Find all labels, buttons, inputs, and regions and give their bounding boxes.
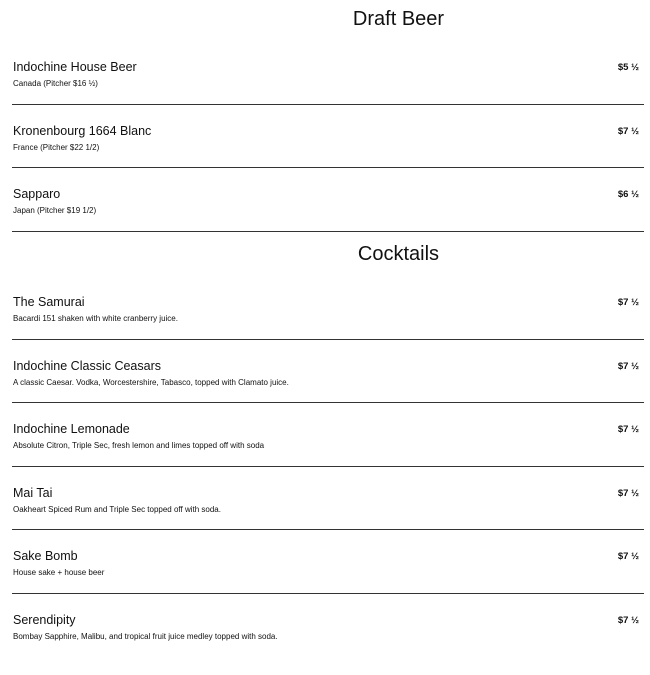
menu-item-kronenbourg-1664-blanc: [12, 124, 644, 186]
item-price: $5 ½: [617, 62, 639, 73]
item-name: Indochine Classic Ceasars: [13, 359, 161, 373]
cocktails-heading: Cocktails: [357, 243, 440, 265]
item-name: Indochine Lemonade: [13, 422, 130, 436]
divider: [12, 466, 644, 467]
item-name: The Samurai: [13, 295, 85, 309]
divider: [12, 529, 644, 530]
item-name: Serendipity: [13, 613, 76, 627]
item-price: $7 ½: [617, 126, 639, 137]
menu-item-sapparo: [12, 187, 644, 249]
item-description: Bombay Sapphire, Malibu, and tropical fruit juice medley topped with soda.: [13, 632, 278, 641]
item-description: Absolute Citron, Triple Sec, fresh lemon and limes topped off with soda: [13, 441, 265, 450]
item-name: Kronenbourg 1664 Blanc: [13, 124, 152, 138]
item-name: Mai Tai: [13, 486, 53, 500]
divider: [12, 167, 644, 168]
item-name: Sapparo: [13, 187, 61, 201]
item-price: $7 ½: [617, 424, 639, 435]
divider: [12, 593, 644, 594]
menu-item-indochine-classic-ceasars: [12, 359, 644, 421]
draft-beer-heading: Draft Beer: [352, 8, 445, 30]
item-price: $7 ½: [617, 361, 639, 372]
menu-item-the-samurai: [12, 295, 644, 357]
item-description: A classic Caesar. Vodka, Worcestershire, Tabasco, topped with Clamato juice.: [13, 378, 289, 387]
item-name: Indochine House Beer: [13, 60, 137, 74]
menu-item-indochine-house-beer: [12, 60, 644, 122]
menu-item-serendipity: [12, 613, 644, 675]
item-description: House sake + house beer: [13, 568, 105, 577]
divider: [12, 104, 644, 105]
item-price: $7 ½: [617, 488, 639, 499]
divider: [12, 339, 644, 340]
item-description: Japan (Pitcher $19 1/2): [13, 206, 97, 215]
item-description: Canada (Pitcher $16 ½): [13, 79, 98, 88]
item-price: $7 ½: [617, 615, 639, 626]
menu-item-indochine-lemonade: [12, 422, 644, 484]
item-description: Oakheart Spiced Rum and Triple Sec topped off with soda.: [13, 505, 221, 514]
menu-item-sake-bomb: [12, 549, 644, 611]
item-price: $6 ½: [617, 189, 639, 200]
divider: [12, 402, 644, 403]
item-name: Sake Bomb: [13, 549, 78, 563]
item-description: France (Pitcher $22 1/2): [13, 143, 100, 152]
item-description: Bacardi 151 shaken with white cranberry juice.: [13, 314, 178, 323]
item-price: $7 ½: [617, 297, 639, 308]
divider: [12, 231, 644, 232]
item-price: $7 ½: [617, 551, 639, 562]
menu-item-mai-tai: [12, 486, 644, 548]
